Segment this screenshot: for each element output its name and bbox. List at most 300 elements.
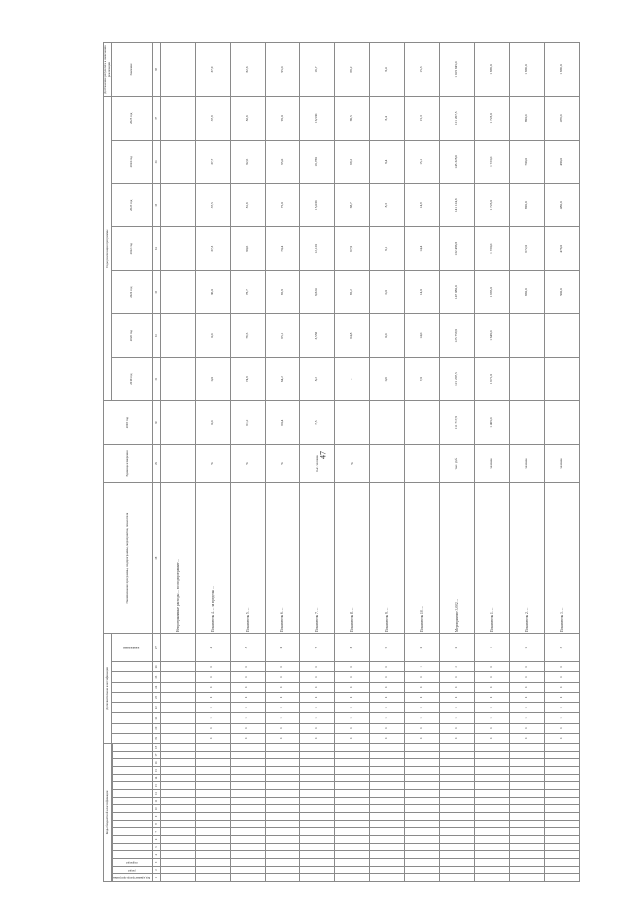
code-cell xyxy=(230,859,265,867)
additional-code-cell: 1 xyxy=(405,703,440,713)
code-cell xyxy=(545,774,580,782)
additional-code-cell: 0 xyxy=(335,672,370,682)
code-cell xyxy=(195,782,230,790)
code-cell xyxy=(475,843,510,851)
code-cell xyxy=(195,767,230,775)
code-cell xyxy=(230,813,265,821)
year-value xyxy=(545,314,580,357)
additional-code-cell: 0 xyxy=(230,723,265,733)
code-cell xyxy=(160,751,195,759)
code-cell xyxy=(370,813,405,821)
additional-code-cell: 0 xyxy=(510,733,545,743)
year-value: 1 723,0 xyxy=(475,140,510,183)
additional-code-cell: 0 xyxy=(475,672,510,682)
additional-code-cell: 0 xyxy=(475,723,510,733)
code-cell xyxy=(160,813,195,821)
code-cell xyxy=(195,774,230,782)
year-value: 65,8 xyxy=(265,270,300,313)
code-cell xyxy=(300,836,335,844)
header-code-col xyxy=(113,790,153,798)
code-cell xyxy=(300,744,335,752)
header-additional-col xyxy=(112,634,153,662)
code-cell xyxy=(195,836,230,844)
header-additional-col xyxy=(112,703,153,713)
additional-code-cell: 1 xyxy=(230,713,265,723)
year-value: 1 720,0 xyxy=(475,227,510,270)
column-number: 8 xyxy=(152,820,160,828)
additional-code-cell: 0 xyxy=(510,682,545,692)
code-cell xyxy=(300,874,335,882)
indicator-name: Показатель 3. ... xyxy=(545,483,580,634)
code-cell xyxy=(335,836,370,844)
code-cell xyxy=(160,859,195,867)
additional-code-cell: 0 xyxy=(440,682,475,692)
additional-code-cell: 1 xyxy=(195,713,230,723)
year-value: 16,780 xyxy=(300,140,335,183)
column-number: 5 xyxy=(152,843,160,851)
year-value: 0,0 xyxy=(195,314,230,357)
code-cell xyxy=(230,774,265,782)
additional-code-cell: 1 xyxy=(335,713,370,723)
code-cell xyxy=(265,805,300,813)
code-cell xyxy=(405,744,440,752)
code-cell xyxy=(335,751,370,759)
additional-code-cell: 0 xyxy=(510,662,545,672)
year-value: 95,0 xyxy=(265,97,300,140)
year-value xyxy=(160,357,195,400)
code-cell xyxy=(300,790,335,798)
additional-code-cell: 1 xyxy=(265,713,300,723)
column-number: 7 xyxy=(152,828,160,836)
header-code-col xyxy=(113,828,153,836)
additional-code-cell xyxy=(160,662,195,672)
final-value: 16,7 xyxy=(300,43,335,97)
code-cell xyxy=(545,843,580,851)
code-cell xyxy=(440,759,475,767)
additional-code-cell: 1 xyxy=(265,703,300,713)
additional-code-cell: 7 xyxy=(300,634,335,662)
code-cell xyxy=(405,774,440,782)
additional-code-cell: 9 xyxy=(370,634,405,662)
code-cell xyxy=(370,836,405,844)
additional-code-cell: 0 xyxy=(195,662,230,672)
code-cell xyxy=(440,820,475,828)
code-cell xyxy=(475,874,510,882)
code-cell xyxy=(475,744,510,752)
year-value: 0,0 xyxy=(195,357,230,400)
additional-code-cell: 0 xyxy=(545,682,580,692)
base-year-value: 7,5 xyxy=(300,401,335,444)
code-cell xyxy=(545,851,580,859)
header-code-col xyxy=(113,759,153,767)
code-cell xyxy=(160,767,195,775)
code-cell xyxy=(440,790,475,798)
additional-code-cell: 1 xyxy=(545,713,580,723)
indicator-name: Непрограммные расходы ... по подпрограмме ... xyxy=(160,483,195,634)
year-value: 70,4 xyxy=(265,227,300,270)
additional-code-cell: 0 xyxy=(265,672,300,682)
code-cell xyxy=(370,767,405,775)
year-value: 74,9 xyxy=(230,357,265,400)
base-year-value xyxy=(160,401,195,444)
header-final-value: Значение xyxy=(112,43,153,97)
additional-code-cell: 0 xyxy=(335,733,370,743)
additional-code-cell xyxy=(160,692,195,702)
code-cell xyxy=(265,843,300,851)
header-code-col xyxy=(113,797,153,805)
table-row xyxy=(510,43,545,882)
year-value: 16,530 xyxy=(300,97,335,140)
code-cell xyxy=(405,820,440,828)
code-cell xyxy=(405,874,440,882)
header-code-col xyxy=(113,866,153,874)
program-indicators-table xyxy=(103,42,580,882)
additional-code-cell xyxy=(160,703,195,713)
code-cell xyxy=(300,828,335,836)
year-value xyxy=(160,184,195,227)
year-value: 147 080,0 xyxy=(440,270,475,313)
code-cell xyxy=(160,851,195,859)
code-cell xyxy=(405,767,440,775)
code-cell xyxy=(440,805,475,813)
code-cell xyxy=(405,859,440,867)
indicator-name: Показатель 10. ... xyxy=(405,483,440,634)
code-cell xyxy=(230,759,265,767)
year-value xyxy=(510,314,545,357)
code-cell xyxy=(510,866,545,874)
code-cell xyxy=(475,782,510,790)
code-cell xyxy=(545,828,580,836)
additional-code-cell: 0 xyxy=(300,723,335,733)
code-cell xyxy=(545,813,580,821)
year-value: 0,6 xyxy=(370,357,405,400)
code-cell xyxy=(405,790,440,798)
unit-cell: % xyxy=(265,444,300,482)
column-number: 9 xyxy=(152,813,160,821)
additional-code-cell: 1 xyxy=(475,703,510,713)
year-value xyxy=(160,314,195,357)
header-additional-col xyxy=(112,672,153,682)
additional-code-cell: 1 xyxy=(440,713,475,723)
code-cell xyxy=(195,813,230,821)
additional-code-cell: 0 xyxy=(195,723,230,733)
year-value: 8,4 xyxy=(370,97,405,140)
code-cell xyxy=(405,805,440,813)
unit-cell: тыс. человек xyxy=(300,444,335,482)
additional-code-cell: 0 xyxy=(405,723,440,733)
year-value: 80,6 xyxy=(230,227,265,270)
year-value xyxy=(160,97,195,140)
additional-code-cell: 0 xyxy=(440,723,475,733)
additional-code-cell: 0 xyxy=(335,723,370,733)
code-cell xyxy=(195,790,230,798)
code-cell xyxy=(265,790,300,798)
year-value: 480,0 xyxy=(545,140,580,183)
code-cell xyxy=(440,751,475,759)
code-cell xyxy=(160,774,195,782)
code-cell xyxy=(405,751,440,759)
code-cell xyxy=(300,805,335,813)
code-cell xyxy=(475,851,510,859)
year-value: 690,0 xyxy=(510,97,545,140)
unit-cell xyxy=(370,444,405,482)
code-cell xyxy=(300,851,335,859)
additional-code-cell: 1 xyxy=(405,713,440,723)
base-year-value: 111 717,9 xyxy=(440,401,475,444)
table-row xyxy=(405,43,440,882)
header-additional-classification: Дополнительная классификация xyxy=(104,634,112,744)
code-cell xyxy=(335,813,370,821)
base-year-value xyxy=(405,401,440,444)
additional-code-cell xyxy=(160,713,195,723)
column-number: 14 xyxy=(152,774,160,782)
additional-code-cell: 4 xyxy=(195,634,230,662)
year-value: 14,0 xyxy=(405,314,440,357)
code-cell xyxy=(510,759,545,767)
year-value: 1 671,0 xyxy=(475,357,510,400)
header-code-col xyxy=(113,751,153,759)
additional-code-cell: 0 xyxy=(195,682,230,692)
header-additional-col xyxy=(112,723,153,733)
year-value: 0,0 xyxy=(370,270,405,313)
code-cell xyxy=(440,828,475,836)
header-year: 2023 год xyxy=(112,184,153,227)
header-additional-col xyxy=(112,682,153,692)
header-additional-col-label: наименование xyxy=(123,646,140,650)
header-code-col xyxy=(113,774,153,782)
code-cell xyxy=(545,805,580,813)
year-value: 145 328,6 xyxy=(440,140,475,183)
additional-code-cell: 0 xyxy=(335,692,370,702)
additional-code-cell: 0 xyxy=(370,682,405,692)
column-number: 32 xyxy=(152,314,160,357)
additional-code-cell: 0 xyxy=(230,733,265,743)
column-number: 18 xyxy=(152,744,160,752)
base-year-value xyxy=(545,401,580,444)
additional-code-cell: 6 xyxy=(265,634,300,662)
column-number: 13 xyxy=(152,782,160,790)
year-value: 69,2 xyxy=(335,140,370,183)
additional-code-cell: 0 xyxy=(195,733,230,743)
code-cell xyxy=(265,866,300,874)
additional-code-cell: 0 xyxy=(440,692,475,702)
code-cell xyxy=(475,859,510,867)
additional-code-cell: 0 xyxy=(545,692,580,702)
additional-code-cell xyxy=(160,682,195,692)
code-cell xyxy=(265,851,300,859)
additional-code-cell: 0 xyxy=(230,682,265,692)
code-cell xyxy=(265,820,300,828)
code-cell xyxy=(335,790,370,798)
additional-code-cell: 1 xyxy=(440,703,475,713)
year-value: 81,6 xyxy=(230,184,265,227)
code-cell xyxy=(230,851,265,859)
additional-code-cell: 1 xyxy=(195,703,230,713)
code-cell xyxy=(370,774,405,782)
code-cell xyxy=(195,866,230,874)
year-value: 68,7 xyxy=(335,184,370,227)
year-value: 1 723,0 xyxy=(475,184,510,227)
column-number: 30 xyxy=(152,401,160,444)
year-value: 36,0 xyxy=(195,270,230,313)
code-cell xyxy=(370,751,405,759)
code-cell xyxy=(510,828,545,836)
code-cell xyxy=(195,843,230,851)
code-cell xyxy=(230,820,265,828)
column-number: 27 xyxy=(152,634,160,662)
additional-code-cell: 0 xyxy=(545,662,580,672)
code-cell xyxy=(335,767,370,775)
additional-code-cell: 0 xyxy=(545,672,580,682)
additional-code-cell: 0 xyxy=(335,662,370,672)
code-cell xyxy=(405,851,440,859)
additional-code-cell: 0 xyxy=(405,692,440,702)
code-cell xyxy=(440,782,475,790)
indicator-name: Показатель 7. ... xyxy=(300,483,335,634)
indicator-name: Показатель 1. ... xyxy=(475,483,510,634)
year-value: 8,4 xyxy=(370,140,405,183)
header-code-col xyxy=(113,767,153,775)
column-number: 34 xyxy=(152,227,160,270)
additional-code-cell: 0 xyxy=(335,682,370,692)
year-value: 8,1 xyxy=(370,227,405,270)
indicator-name: Показатель 6. ... xyxy=(265,483,300,634)
additional-code-cell: 0 xyxy=(265,723,300,733)
final-value: 95,0 xyxy=(265,43,300,97)
additional-code-cell: 1 xyxy=(475,634,510,662)
code-cell xyxy=(475,805,510,813)
indicator-name: Мероприятие 3.002 ... xyxy=(440,483,475,634)
additional-code-cell: 0 xyxy=(510,723,545,733)
year-value: 95,0 xyxy=(265,140,300,183)
code-cell xyxy=(510,874,545,882)
year-value xyxy=(160,227,195,270)
code-cell xyxy=(475,836,510,844)
year-value: 64,8 xyxy=(335,314,370,357)
header-code-col-label: подраздел xyxy=(125,860,138,864)
column-number: 26 xyxy=(152,662,160,672)
additional-code-cell: 1 xyxy=(370,713,405,723)
header-base-year: 2018 год xyxy=(104,401,153,444)
header-code-col xyxy=(113,805,153,813)
code-cell xyxy=(300,782,335,790)
code-cell xyxy=(265,813,300,821)
code-cell xyxy=(545,874,580,882)
code-cell xyxy=(370,797,405,805)
code-cell xyxy=(265,759,300,767)
code-cell xyxy=(510,744,545,752)
column-number: 11 xyxy=(152,797,160,805)
code-cell xyxy=(475,820,510,828)
year-value: 14,0 xyxy=(405,270,440,313)
code-cell xyxy=(265,874,300,882)
code-cell xyxy=(230,805,265,813)
additional-code-cell: 1 xyxy=(545,703,580,713)
header-code-col xyxy=(113,820,153,828)
final-value: 69,2 xyxy=(335,43,370,97)
code-cell xyxy=(510,751,545,759)
additional-code-cell: 1 xyxy=(300,703,335,713)
header-code-col xyxy=(113,851,153,859)
code-cell xyxy=(230,874,265,882)
code-cell xyxy=(475,813,510,821)
header-classification: Коды бюджетной классификации xyxy=(104,744,112,882)
additional-code-cell: 1 xyxy=(405,662,440,672)
year-value: 69,5 xyxy=(335,97,370,140)
additional-code-cell: 0 xyxy=(370,692,405,702)
additional-code-cell: 2 xyxy=(510,634,545,662)
additional-code-cell: 0 xyxy=(195,692,230,702)
code-cell xyxy=(335,828,370,836)
code-cell xyxy=(370,759,405,767)
code-cell xyxy=(300,767,335,775)
table-row xyxy=(545,43,580,882)
code-cell xyxy=(370,874,405,882)
code-cell xyxy=(440,851,475,859)
code-cell xyxy=(230,797,265,805)
code-cell xyxy=(160,836,195,844)
header-code-col xyxy=(113,744,153,752)
header-row-1 xyxy=(104,43,112,882)
column-number: 33 xyxy=(152,270,160,313)
code-cell xyxy=(545,820,580,828)
code-cell xyxy=(300,751,335,759)
code-cell xyxy=(440,767,475,775)
column-number: 1 xyxy=(152,874,160,882)
code-cell xyxy=(335,851,370,859)
year-value: 37,9 xyxy=(195,97,230,140)
code-cell xyxy=(440,744,475,752)
year-value: 8,2 xyxy=(300,357,335,400)
rotated-document-area xyxy=(103,42,580,882)
additional-code-cell: 0 xyxy=(440,672,475,682)
code-cell xyxy=(475,790,510,798)
additional-code-cell: 0 xyxy=(475,733,510,743)
year-value xyxy=(160,270,195,313)
code-cell xyxy=(510,790,545,798)
additional-code-cell: 0 xyxy=(265,682,300,692)
additional-code-cell: 0 xyxy=(405,733,440,743)
code-cell xyxy=(265,767,300,775)
final-value: 15,3 xyxy=(405,43,440,97)
code-cell xyxy=(265,836,300,844)
year-value: 1 648,0 xyxy=(475,314,510,357)
year-value: 125 759,9 xyxy=(440,314,475,357)
year-value: 82,6 xyxy=(230,140,265,183)
header-year: 2022 год xyxy=(112,227,153,270)
additional-code-cell: 0 xyxy=(300,672,335,682)
year-value: 65,2 xyxy=(335,270,370,313)
code-cell xyxy=(265,797,300,805)
code-cell xyxy=(510,820,545,828)
code-cell xyxy=(265,782,300,790)
code-cell xyxy=(475,828,510,836)
additional-code-cell: 0 xyxy=(370,723,405,733)
unit-cell: человек xyxy=(510,444,545,482)
page-number: 47 xyxy=(318,451,328,459)
code-cell xyxy=(160,805,195,813)
year-value: 476,0 xyxy=(545,97,580,140)
code-cell xyxy=(405,828,440,836)
header-code-col xyxy=(113,843,153,851)
code-cell xyxy=(230,828,265,836)
base-year-value: 1 405,0 xyxy=(475,401,510,444)
final-value: 82,6 xyxy=(230,43,265,97)
code-cell xyxy=(195,805,230,813)
column-number: 6 xyxy=(152,836,160,844)
year-value: 14,9 xyxy=(405,184,440,227)
year-value: 14,4 xyxy=(405,227,440,270)
